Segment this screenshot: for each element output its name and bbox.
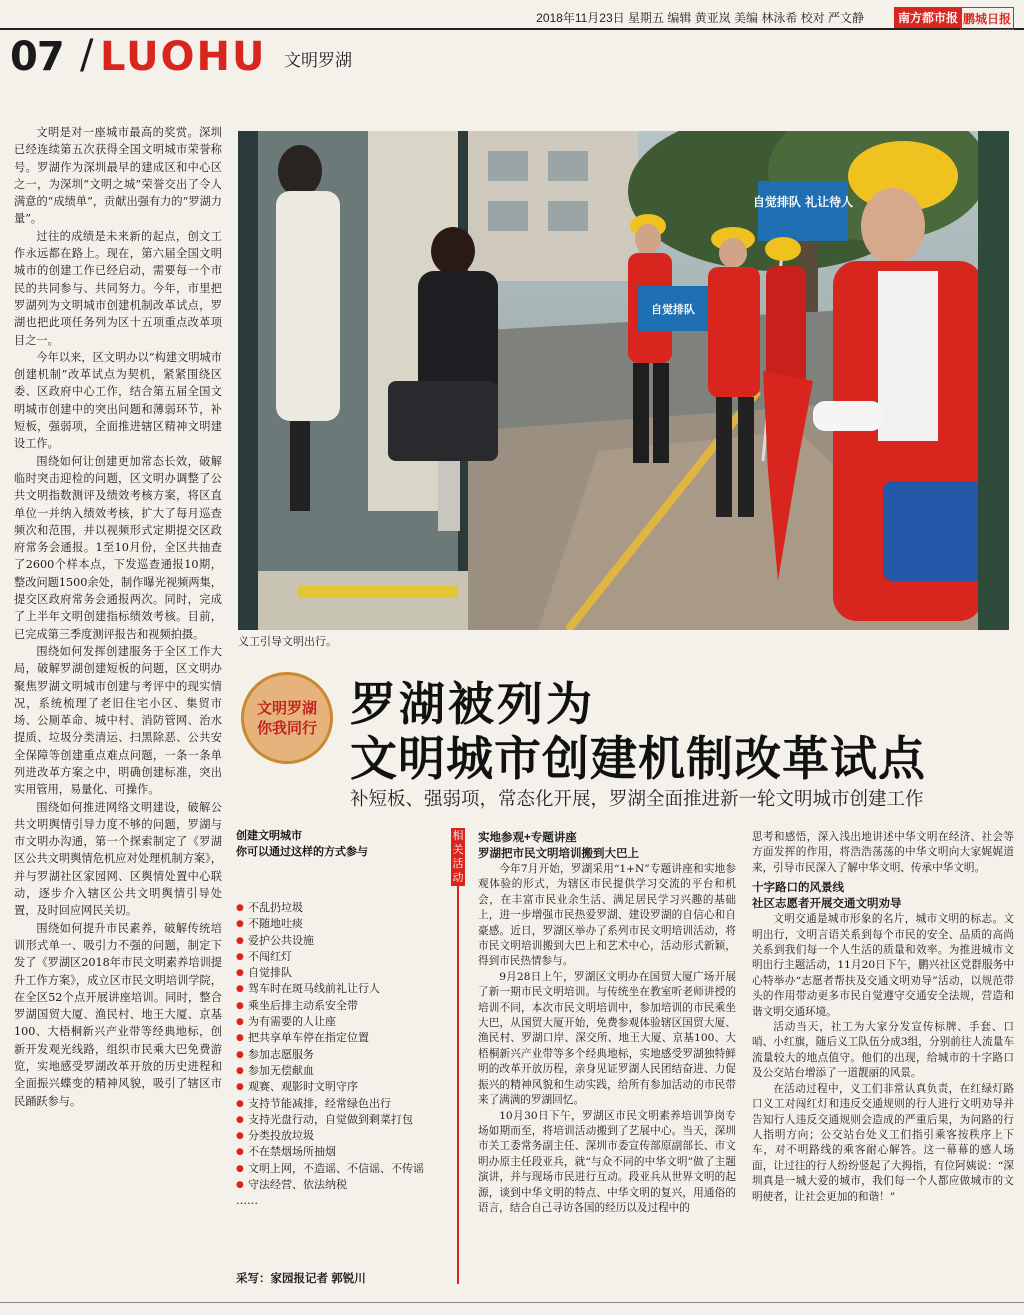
header-slash: / [80,32,94,78]
sign-text: 自觉排队 礼让待人 [752,195,854,209]
paragraph: 9月28日上午，罗湖区文明办在国贸大厦广场开展了新一期市民文明培训。与传统坐在教室听老师讲授的培训不同，本次市民文明培训中，参加培训的市民乘坐大巴，从国贸大厦开始，免费参观体验辖区国贸大厦、渔民村、罗湖口岸、深交所、地王大厦、京基100、大梧桐新兴产业带等多个经典地标，实地感受罗湖独特鲜明的改革开放历程，亲身见证罗湖人民团结奋进、力促振兴的精神风貌和生动实践，给所有参加活动的市民带来了满满的罗湖回忆。 [478,970,736,1107]
sign-text: 自觉排队 [651,303,695,316]
paragraph: 围绕如何提升市民素养，破解传统培训形式单一、吸引力不强的问题，制定下发了《罗湖区2018年市民文明素养培训提升工作方案》，成立区市民文明培训学院，在全区52个点开展讲座培训。同时，整合罗湖国贸大厦、渔民村、地王大厦、京基100、大梧桐新兴产业带等经典地标，创新开发观光线路，组织市民乘大巴免费游览，实地感受罗湖改革开放的历史进程和全面振兴蝶变的精神风貌，吸引了辖区市民踊跃参与。 [14,921,222,1108]
paragraph: 10月30日下午，罗湖区市民文明素养培训笋岗专场如期而至，将培训活动搬到了艺展中心。当天，深圳市关工委常务副主任、深圳市委宣传部原副部长、市文明办原主任段亚兵，就“与众不同的中华文明”做了主题演讲，并与现场市民进行互动。段亚兵从世界文明的起源，谈到中华文明的特点、中华文明的复兴，用通俗的语言，结合自己寻访各国的经历以及过程中的 [478,1109,736,1214]
participation-sidebar [236,828,446,1288]
edition-logo: 鹏城日报 [960,7,1014,30]
paragraph: 围绕如何发挥创建服务于全区工作大局，破解罗湖创建短板的问题，区文明办聚焦罗湖文明城市创建与考评中的现实情况，系统梳理了老旧住宅小区、集贸市场、公厕革命、城中村、消防管网、治水提质、垃圾分类清运、扫黑除恶、公共安全保障等创建重点难点问题，一条一条单列进改革方案之中，明确创建标准，突出实用管用，易量化、可操作。 [14,644,222,797]
list-item: ● 为有需要的人让座 [236,1014,446,1030]
paragraph: 在活动过程中，义工们非常认真负责，在红绿灯路口义工对闯红灯和违反交通规则的行人进行文明劝导并告知行人违反交通规则会造成的严重后果，为问路的行人指明方向；公交站台处义工们指引乘客按秩序上下车，对不明路线的乘客耐心解答。这一幕幕的感人场面，让过往的行人纷纷竖起了大拇指，有位阿姨说：“深圳真是一城大爱的城市，我们每一个人都应做城市的文明使者，让社会更加的和谐！” [752,1082,1014,1203]
list-item: ● 文明上网，不造谣、不信谣、不传谣 [236,1161,446,1177]
article-title: 社区志愿者开展交通文明劝导 [752,898,902,911]
top-bar [0,0,1024,30]
paragraph: 活动当天，社工为大家分发宣传标牌、手套、口哨、小红旗，随后义工队伍分成3组，分别前往人流量车流量较大的地点值守。他们的出现，给城市的十字路口及公交站台增添了一道靓丽的风景。 [752,1021,1014,1080]
section-subtitle: 文明罗湖 [284,51,352,70]
divider [457,886,459,1284]
participation-list [236,900,446,1193]
article-training [478,830,736,1290]
list-item: ● 自觉排队 [236,965,446,981]
paragraph: 文明交通是城市形象的名片，城市文明的标志。文明出行，文明言语关系到每个市民的安全、品质的高尚关系到我们每一个人生活的质量和效率。为推进城市文明出行主题活动，11月20日下午，鹏兴社区党群服务中心特举办“志愿者帮扶及交通文明劝导”活动，以规范带头的作用带动更多市民自觉遵守交通安全法规，营造和谐文明交通环境。 [752,913,1014,1018]
byline: 采写：家园报记者 郭锐川 [236,1273,366,1285]
sidebar-title: 创建文明城市 [236,830,302,842]
badge-line: 文明罗湖 [256,699,317,717]
list-item: ● 支持光盘行动，自觉做到剩菜打包 [236,1112,446,1128]
list-item: ● 驾车时在斑马线前礼让行人 [236,981,446,997]
subheadline: 补短板、强弱项，常态化开展，罗湖全面推进新一轮文明城市创建工作 [350,788,924,809]
list-item: ● 爱护公共设施 [236,933,446,949]
paragraph: 今年以来，区文明办以“构建文明城市创建机制”改革试点为契机，紧紧围绕区委、区政府中心工作，结合第五届全国文明城市创建中的突出问题和薄弱环节，补短板，强弱项，全面推进辖区精神文明建设工作。 [14,350,222,451]
page-number: 07 [10,34,64,80]
section-name: LUOHU [100,34,267,80]
article-kicker: 实地参观+专题讲座 [478,832,577,844]
list-item: ● 不随地吐痰 [236,916,446,932]
list-ellipsis: …… [236,1194,258,1208]
list-item: ● 乘坐后排主动系安全带 [236,998,446,1014]
campaign-badge [241,672,333,764]
paragraph: 围绕如何让创建更加常态长效，破解临时突击迎检的问题，区文明办调整了公共文明指数测评及绩效考核方案，将区直单位一并纳入绩效考核，扩大了每月巡查频次和范围，并以视频形式定期提交区政府常务会通报。1至10月份，全区共抽查了2600个样本点，下发巡查通报10期，整改问题1500余处，制作曝光视频两集，提交区政府常务会通报两次。同时，完成了上半年文明创建指标绩效考核。目前，已完成第三季度测评报告和视频拍摄。 [14,454,222,641]
sidebar-title: 你可以通过这样的方式参与 [236,846,368,858]
paragraph: 思考和感悟，深入浅出地讲述中华文明在经济、社会等方面发挥的作用，将浩浩荡荡的中华文明向大家娓娓道来，引导市民深入了解中华文明、传承中华文明。 [752,831,1014,874]
list-item: ● 不乱扔垃圾 [236,900,446,916]
paragraph: 文明是对一座城市最高的奖赏。深圳已经连续第五次获得全国文明城市荣誉称号。罗湖作为深圳最早的建成区和中心区之一，为深圳“文明之城”荣誉交出了令人满意的“成绩单”，贡献出强有力的“罗湖力量”。 [14,126,222,226]
paragraph: 今年7月开始，罗湖采用“1+N”专题讲座和实地参观体验的形式，为辖区市民提供学习交流的平台和机会，在丰富市民业余生活、满足居民学习兴趣的基础上，进一步增强市民热爱罗湖、建设罗湖的自信心和自豪感。近日，罗湖区举办了系列市民文明培训活动，将市民文明培训搬到大巴上和艺术中心，活动形式新颖，得到市民热情参与。 [478,863,736,968]
paragraph: 过往的成绩是未来新的起点，创文工作永远都在路上。现在，第六届全国文明城市的创建工作已经启动，需要每一个市民的共同参与、共同努力。今年，市里把罗湖列为文明城市创建机制改革试点，罗湖也把此项任务列为区十五项重点改革项目之一。 [14,229,222,347]
headline-line-1: 罗湖被列为 [350,677,595,731]
paper-logo: 南方都市报 [894,7,962,28]
issue-meta: 2018年11月23日 星期五 编辑 黄亚岚 美编 林泳希 校对 严文静 [536,11,864,25]
bottom-rule [0,1302,1024,1303]
article-title: 罗湖把市民文明培训搬到大巴上 [478,848,639,860]
section-header [0,30,1024,80]
list-item: ● 不在禁烟场所抽烟 [236,1144,446,1160]
list-item: ● 把共享单车停在指定位置 [236,1030,446,1046]
list-item: ● 参加无偿献血 [236,1063,446,1079]
list-item: ● 支持节能减排，经常绿色出行 [236,1096,446,1112]
left-column-article [14,124,222,1300]
news-photo [238,131,1009,630]
list-item: ● 分类投放垃圾 [236,1128,446,1144]
headline-line-2: 文明城市创建机制改革试点 [350,732,926,787]
paragraph: 围绕如何推进网络文明建设，破解公共文明舆情引导力度不够的问题，罗湖与市文明办沟通，第一个探索制定了《罗湖区公共文明舆情危机应对处理机制方案》，并与罗湖社区家园网、区舆情处置中心联动，逐步介入辖区公共文明舆情引导处置，及时回应网民关切。 [14,800,222,918]
badge-line: 你我同行 [256,719,317,737]
related-activities-tag: 相关活动 [452,830,464,884]
photo-illustration [238,131,1009,630]
list-item: ● 观赛、观影时文明守序 [236,1079,446,1095]
list-item: ● 参加志愿服务 [236,1047,446,1063]
article-traffic [752,830,1014,1290]
list-item: ● 守法经营、依法纳税 [236,1177,446,1193]
list-item: ● 不闯红灯 [236,949,446,965]
photo-caption: 义工引导文明出行。 [238,636,337,648]
article-kicker: 十字路口的风景线 [752,882,844,895]
